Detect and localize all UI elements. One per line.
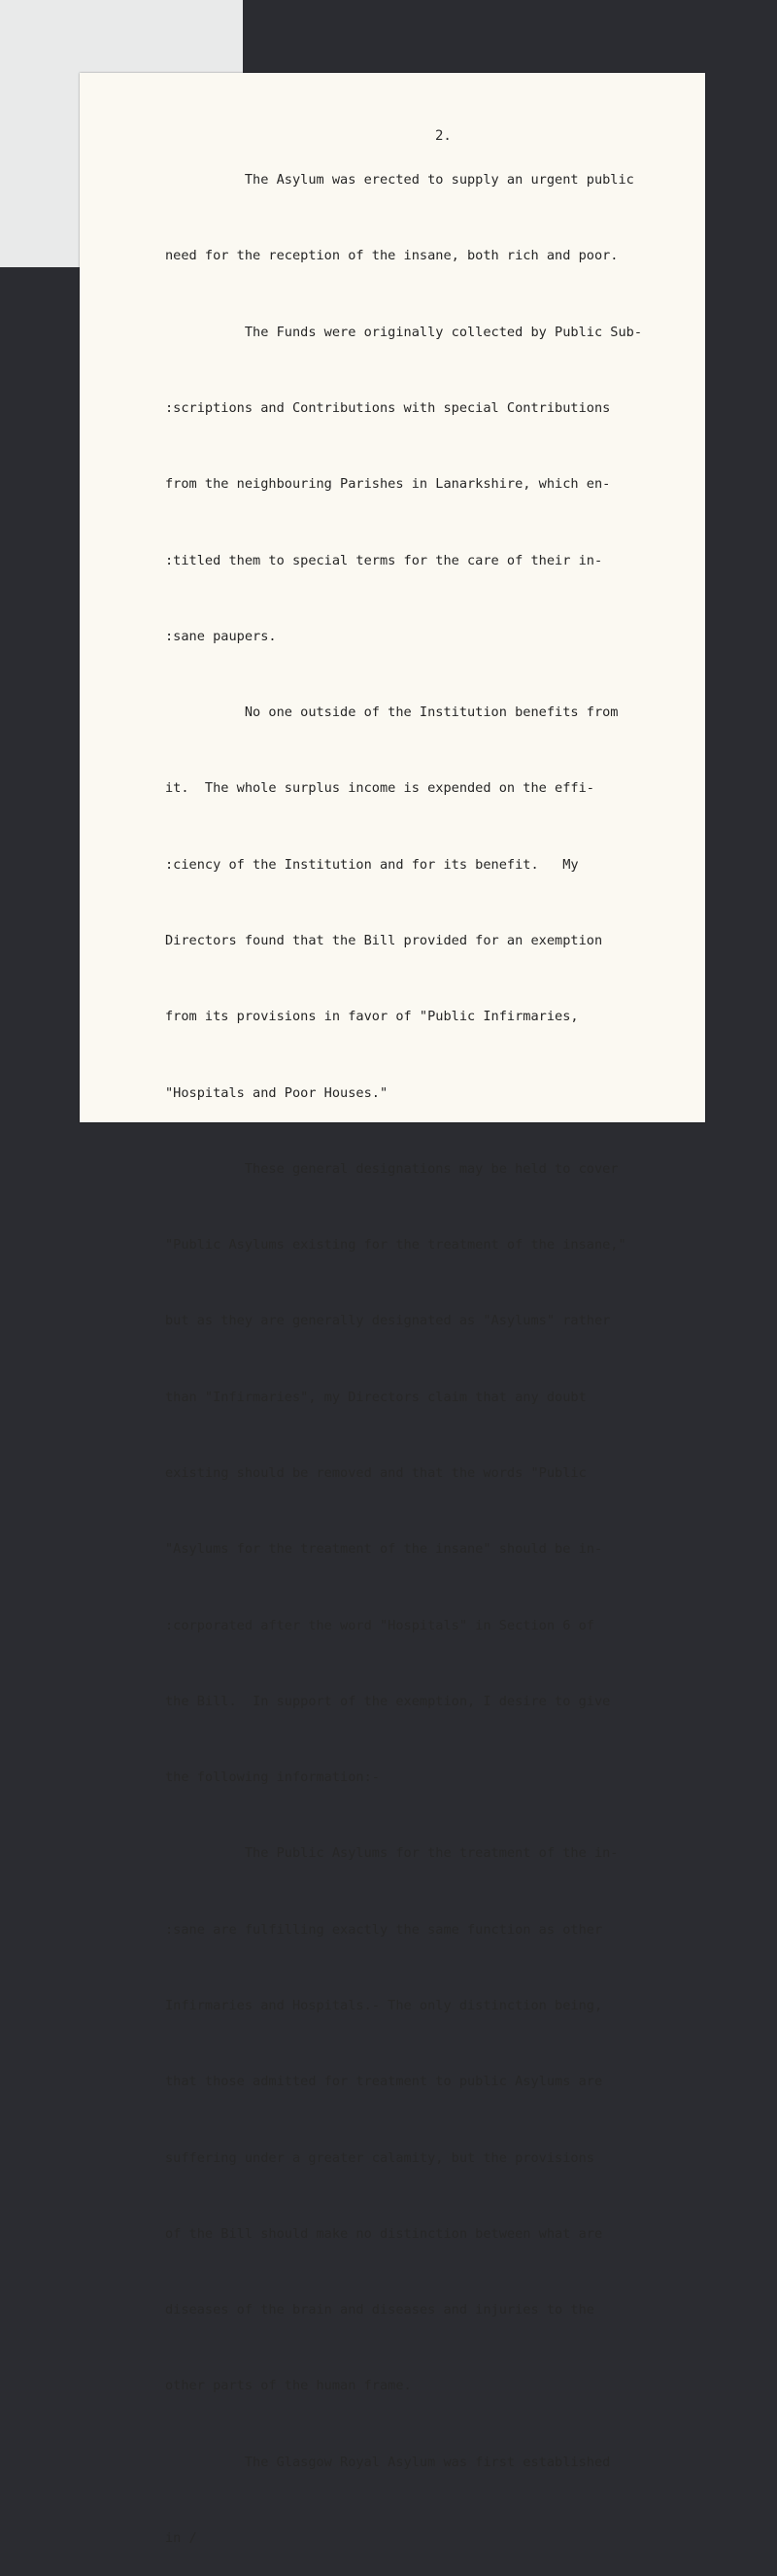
text-line: :corporated after the word "Hospitals" in Section 6 of <box>165 1617 594 1633</box>
text-line: :scriptions and Contributions with special Contributions <box>165 400 611 417</box>
text-line: No one outside of the Institution benefits from <box>165 704 619 721</box>
text-line: in / <box>165 2529 197 2546</box>
text-line: "Asylums for the treatment of the insane" should be in- <box>165 1541 603 1558</box>
text-line: The Asylum was erected to supply an urgent public <box>165 172 634 189</box>
text-line: "Public Asylums existing for the treatment of the insane," <box>165 1237 626 1254</box>
text-line: Directors found that the Bill provided for an exemption <box>165 933 603 948</box>
text-line: the Bill. In support of the exemption, I desire to give <box>165 1693 611 1709</box>
text-line: from its provisions in favor of "Public Infirmaries, <box>165 1009 579 1025</box>
text-line: :sane paupers. <box>165 628 277 644</box>
text-line: than "Infirmaries", my Directors claim that any doubt <box>165 1389 587 1405</box>
text-line: need for the reception of the insane, both rich and poor. <box>165 248 619 264</box>
text-line: but as they are generally designated as "Asylums" rather <box>165 1313 611 1329</box>
typed-body-text <box>165 117 643 2576</box>
text-line: existing should be removed and that the words "Public <box>165 1464 587 1481</box>
text-line: Infirmaries and Hospitals.- The only distinction being, <box>165 1997 603 2013</box>
text-line: :titled them to special terms for the care of their in- <box>165 552 603 568</box>
text-line: the following information:- <box>165 1769 380 1786</box>
text-line: :sane are fulfilling exactly the same function as other <box>165 1921 603 1938</box>
text-line: suffering under a greater calamity, but the provisions <box>165 2149 594 2166</box>
text-line: "Hospitals and Poor Houses." <box>165 1084 388 1101</box>
text-line: diseases of the brain and diseases and injuries to the <box>165 2302 594 2318</box>
text-line: These general designations may be held to cover <box>165 1160 619 1177</box>
text-line: :ciency of the Institution and for its benefit. My <box>165 856 579 873</box>
text-line: of the Bill should make no distinction between what are <box>165 2225 603 2242</box>
text-line: The Public Asylums for the treatment of the in- <box>165 1845 619 1862</box>
text-line: other parts of the human frame. <box>165 2378 412 2394</box>
text-line: The Funds were originally collected by Public Sub- <box>165 324 643 340</box>
text-line: it. The whole surplus income is expended on the effi- <box>165 780 594 797</box>
text-line: The Glasgow Royal Asylum was first established <box>165 2454 611 2470</box>
text-line: that those admitted for treatment to public Asylums are <box>165 2074 603 2090</box>
text-line: from the neighbouring Parishes in Lanarkshire, which en- <box>165 476 611 493</box>
page-number: 2. <box>435 128 452 144</box>
